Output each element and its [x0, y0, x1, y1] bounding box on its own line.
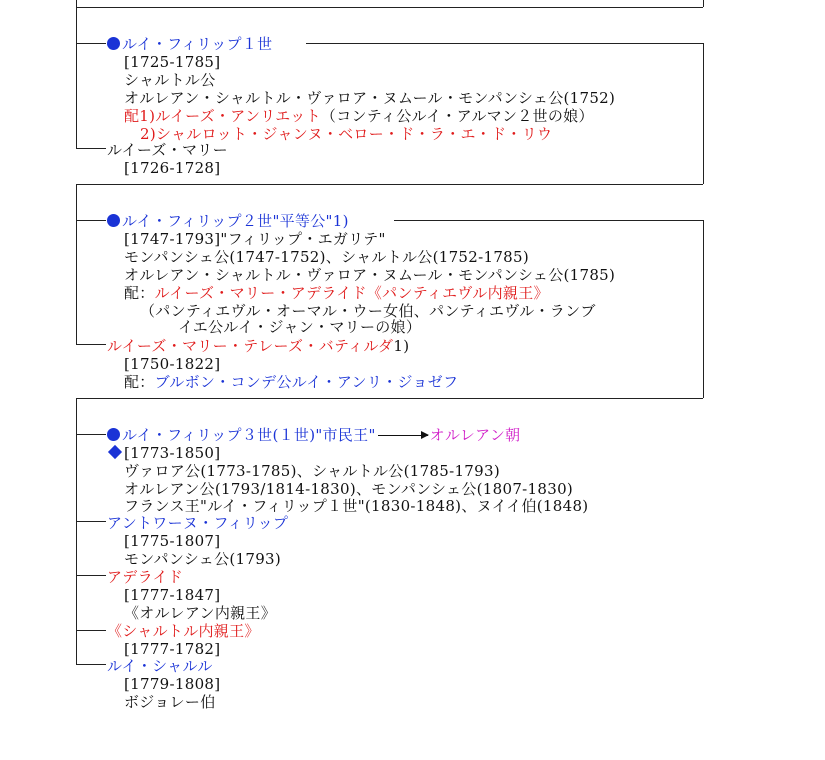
- child-name: 《シャルトル内親王》: [107, 622, 260, 640]
- child-note: ボジョレー伯: [124, 693, 216, 711]
- person-louis-philippe-1: [107, 35, 272, 53]
- child-name: アントワーヌ・フィリップ: [107, 514, 289, 532]
- connector-line: [76, 398, 77, 664]
- spouse-prefix: 配1): [124, 107, 156, 125]
- person-years: [1747-1793]"フィリップ・エガリテ": [124, 230, 386, 248]
- sibling-line: [107, 337, 409, 355]
- person-title: ヴァロア公(1773-1785)、シャルトル公(1785-1793): [124, 462, 500, 480]
- connector-line: [76, 0, 77, 7]
- connector-line: [76, 575, 106, 576]
- spouse-line: [124, 107, 594, 125]
- person-title: モンパンシェ公(1747-1752)、シャルトル公(1752-1785): [124, 248, 530, 266]
- spouse-note: （コンティ公ルイ・アルマン２世の娘）: [320, 107, 594, 125]
- spouse-note: イエ公ルイ・ジャン・マリーの娘）: [178, 318, 422, 336]
- child-name: アデライド: [107, 568, 184, 586]
- male-mainline-marker-icon: [107, 214, 120, 227]
- connector-line: [76, 630, 106, 631]
- diamond-marker-icon: [108, 445, 122, 459]
- connector-line: [394, 220, 703, 221]
- connector-line: [76, 344, 106, 345]
- connector-line: [76, 664, 106, 665]
- male-mainline-marker-icon: [107, 37, 120, 50]
- connector-line: [76, 398, 703, 399]
- connector-line: [76, 434, 106, 435]
- person-louis-philippe-2: [107, 212, 349, 230]
- person-title: フランス王"ルイ・フィリップ１世"(1830-1848)、ヌイイ伯(1848): [124, 497, 589, 515]
- connector-line: [76, 220, 106, 221]
- spouse-name: ルイーズ・マリー・アデライド《パンティエヴル内親王》: [154, 284, 549, 302]
- person-title: オルレアン公(1793/1814-1830)、モンパンシェ公(1807-1830): [124, 480, 574, 498]
- spouse-prefix: 配：: [124, 373, 155, 391]
- spouse-prefix: 2): [140, 125, 156, 143]
- spouse-line: [124, 284, 549, 302]
- person-title: オルレアン・シャルトル・ヴァロア・ヌムール・モンパンシェ公(1785): [124, 266, 616, 284]
- child-years: [1775-1807]: [124, 532, 221, 550]
- person-name: ルイ・フィリップ２世"平等公"1): [122, 212, 349, 230]
- connector-line: [76, 7, 77, 148]
- person-name: ルイ・フィリップ１世: [122, 35, 273, 53]
- connector-line: [306, 43, 703, 44]
- connector-line: [703, 0, 704, 7]
- sibling-name: ルイーズ・マリー: [107, 141, 228, 159]
- child-years: [1777-1847]: [124, 586, 221, 604]
- connector-line: [703, 43, 704, 184]
- person-years-row: [107, 444, 220, 462]
- spouse-note: （パンティエヴル・オーマル・ウー女伯、パンティエヴル・ランブ: [140, 302, 596, 320]
- spouse-name: ブルボン・コンデ公ルイ・アンリ・ジョゼフ: [154, 373, 459, 391]
- connector-line: [76, 184, 77, 344]
- person-name: ルイ・フィリップ３世(１世)"市民王": [122, 426, 376, 444]
- child-name: ルイ・シャルル: [107, 657, 213, 675]
- male-mainline-marker-icon: [107, 428, 120, 441]
- child-note: モンパンシェ公(1793): [124, 550, 282, 568]
- connector-line: [703, 220, 704, 398]
- sibling-years: [1726-1728]: [124, 159, 221, 177]
- person-louis-philippe-3: [107, 426, 520, 444]
- sibling-name: ルイーズ・マリー・テレーズ・バティルダ: [107, 337, 394, 355]
- spouse-name: シャルロット・ジャンヌ・ベロー・ド・ラ・エ・ド・リウ: [156, 125, 553, 143]
- person-title: シャルトル公: [124, 71, 216, 89]
- sibling-years: [1750-1822]: [124, 355, 221, 373]
- child-years: [1777-1782]: [124, 640, 221, 658]
- sibling-suffix: 1): [393, 337, 410, 355]
- spouse-prefix: 配：: [124, 284, 155, 302]
- connector-line: [76, 7, 703, 8]
- child-years: [1779-1808]: [124, 675, 221, 693]
- connector-line: [76, 521, 106, 522]
- connector-line: [76, 148, 106, 149]
- connector-line: [76, 184, 703, 185]
- person-years: [1725-1785]: [124, 53, 221, 71]
- spouse-name: ルイーズ・アンリエット: [155, 107, 321, 125]
- arrow-right-icon: [378, 435, 428, 436]
- person-years: [1773-1850]: [124, 444, 221, 462]
- connector-line: [76, 43, 106, 44]
- dynasty-link: オルレアン朝: [429, 426, 521, 444]
- child-note: 《オルレアン内親王》: [124, 604, 277, 622]
- person-title: オルレアン・シャルトル・ヴァロア・ヌムール・モンパンシェ公(1752): [124, 89, 616, 107]
- sibling-spouse-line: [124, 373, 458, 391]
